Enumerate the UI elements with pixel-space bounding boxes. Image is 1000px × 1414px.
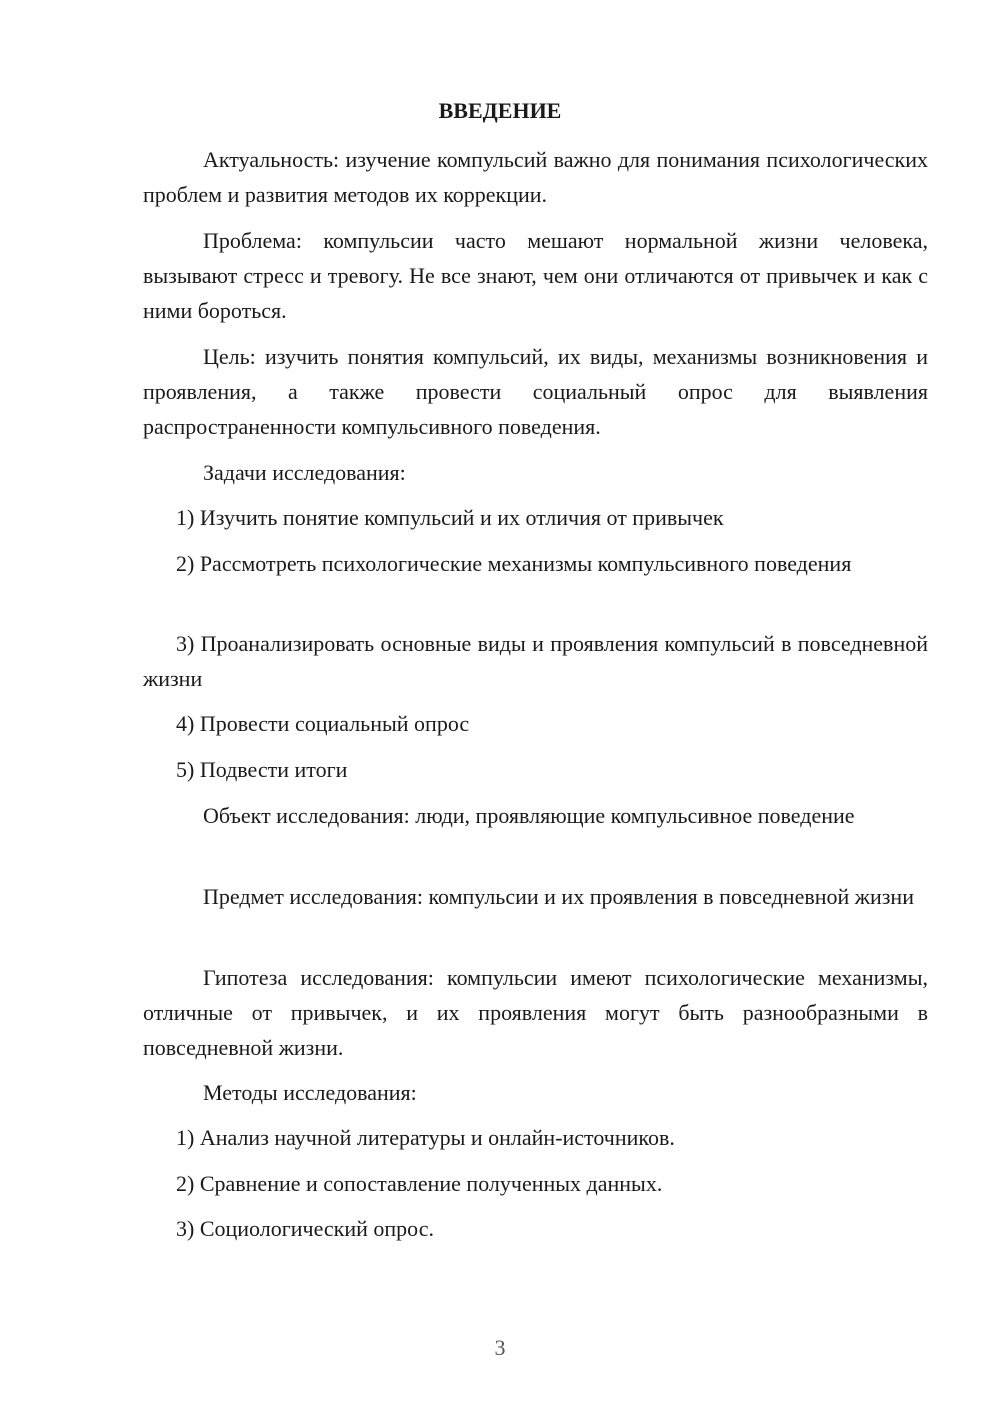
method-item: 2) Сравнение и сопоставление полученных данных. [176, 1171, 663, 1196]
method-item: 3) Социологический опрос. [176, 1216, 434, 1241]
task-item: 1) Изучить понятие компульсий и их отличия от привычек [176, 505, 724, 530]
relevance-paragraph: Актуальность: изучение компульсий важно для понимания психологических проблем и развития методов их коррекции. [143, 147, 928, 207]
task-item: 5) Подвести итоги [176, 757, 348, 782]
page-title: ВВЕДЕНИЕ [438, 98, 562, 123]
task-item: 3) Проанализировать основные виды и проявления компульсий в повседневной жизни [143, 631, 928, 691]
problem-paragraph: Проблема: компульсии часто мешают нормальной жизни человека, вызывают стресс и тревогу. Не все знают, чем они отличаются от привычек и как с ними бороться. [143, 228, 928, 323]
subject-paragraph: Предмет исследования: компульсии и их проявления в повседневной жизни [203, 884, 914, 909]
object-paragraph: Объект исследования: люди, проявляющие компульсивное поведение [203, 803, 855, 828]
task-item: 2) Рассмотреть психологические механизмы компульсивного поведения [176, 551, 852, 576]
hypothesis-paragraph: Гипотеза исследования: компульсии имеют психологические механизмы, отличные от привычек, и их проявления могут быть разнообразными в повседневной жизни. [143, 965, 928, 1060]
method-item: 1) Анализ научной литературы и онлайн-источников. [176, 1125, 675, 1150]
methods-heading: Методы исследования: [203, 1080, 417, 1105]
goal-paragraph: Цель: изучить понятия компульсий, их виды, механизмы возникновения и проявления, а также провести социальный опрос для выявления распространенности компульсивного поведения. [143, 344, 928, 439]
tasks-heading: Задачи исследования: [203, 460, 406, 485]
page-number: 3 [494, 1335, 506, 1360]
task-item: 4) Провести социальный опрос [176, 711, 470, 736]
